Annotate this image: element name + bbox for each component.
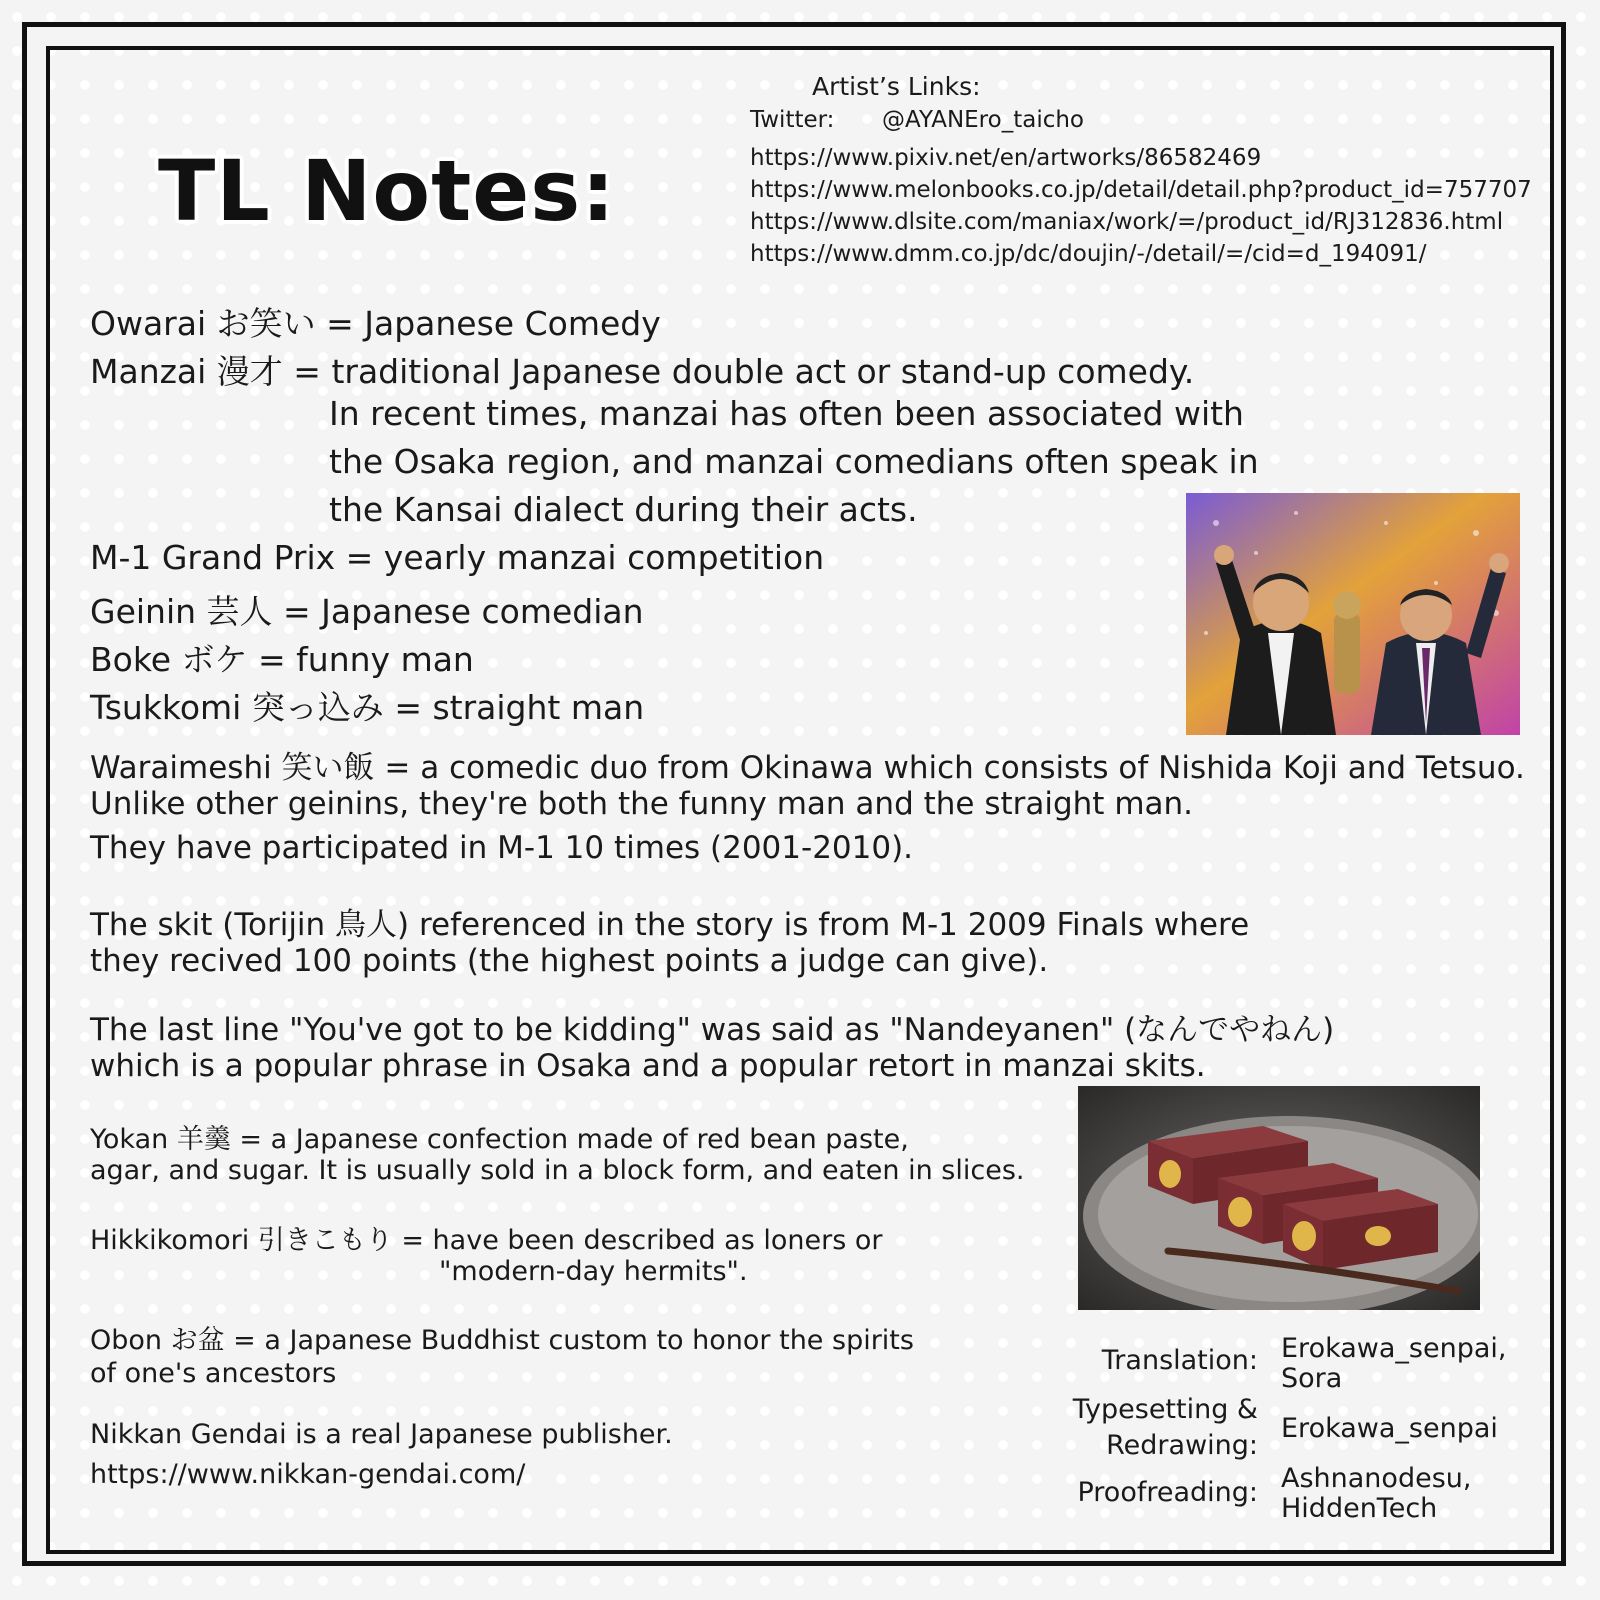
waraimeshi-photo <box>1186 493 1520 735</box>
waraimeshi-line-1: Waraimeshi 笑い飯 = a comedic duo from Okinawa which consists of Nishida Koji and Tetsuo. <box>90 750 1525 786</box>
twitter-label: Twitter: <box>750 107 835 133</box>
manzai-entry: Manzai 漫才 = traditional Japanese double act or stand-up comedy. <box>90 352 1195 391</box>
skit-line-2: they recived 100 points (the highest points a judge can give). <box>90 943 1049 979</box>
owarai-entry: Owarai お笑い = Japanese Comedy <box>90 304 661 343</box>
yokan-line-2: agar, and sugar. It is usually sold in a block form, and eaten in slices. <box>90 1155 1025 1186</box>
twitter-handle[interactable]: @AYANEro_taicho <box>882 107 1085 133</box>
nikkan-line: Nikkan Gendai is a real Japanese publisher. <box>90 1419 673 1450</box>
manzai-cont-1: In recent times, manzai has often been associated with <box>329 394 1244 433</box>
hikkikomori-line-2: "modern-day hermits". <box>439 1256 748 1287</box>
translation-name-2: Sora <box>1281 1363 1343 1394</box>
tsukkomi-entry: Tsukkomi 突っ込み = straight man <box>90 688 645 727</box>
last-line-2: which is a popular phrase in Osaka and a popular retort in manzai skits. <box>90 1048 1206 1084</box>
obon-line-2: of one's ancestors <box>90 1358 337 1389</box>
proofreading-label: Proofreading: <box>1077 1477 1258 1508</box>
manzai-cont-2: the Osaka region, and manzai comedians often speak in <box>329 442 1259 481</box>
page-title: TL Notes: <box>158 142 616 240</box>
translation-name-1: Erokawa_senpai, <box>1281 1333 1507 1364</box>
typesetting-label-1: Typesetting & <box>1072 1394 1258 1425</box>
pixiv-link[interactable]: https://www.pixiv.net/en/artworks/86582469 <box>750 145 1262 171</box>
geinin-entry: Geinin 芸人 = Japanese comedian <box>90 592 644 631</box>
proofreading-name-1: Ashnanodesu, <box>1281 1463 1472 1494</box>
translation-label: Translation: <box>1101 1345 1258 1376</box>
last-line-1: The last line "You've got to be kidding" was said as "Nandeyanen" (なんでやねん) <box>90 1012 1335 1048</box>
nikkan-url[interactable]: https://www.nikkan-gendai.com/ <box>90 1459 526 1490</box>
typesetting-name: Erokawa_senpai <box>1281 1413 1498 1444</box>
m1-entry: M-1 Grand Prix = yearly manzai competition <box>90 538 825 577</box>
proofreading-name-2: HiddenTech <box>1281 1493 1438 1524</box>
waraimeshi-line-2: Unlike other geinins, they're both the funny man and the straight man. <box>90 786 1194 822</box>
waraimeshi-line-3: They have participated in M-1 10 times (2001-2010). <box>90 830 914 866</box>
typesetting-label-2: Redrawing: <box>1106 1430 1258 1461</box>
manzai-cont-3: the Kansai dialect during their acts. <box>329 490 918 529</box>
boke-entry: Boke ボケ = funny man <box>90 640 474 679</box>
melonbooks-link[interactable]: https://www.melonbooks.co.jp/detail/detail.php?product_id=757707 <box>750 177 1532 203</box>
hikkikomori-line-1: Hikkikomori 引きこもり = have been described as loners or <box>90 1225 883 1256</box>
yokan-line-1: Yokan 羊羹 = a Japanese confection made of red bean paste, <box>90 1124 909 1155</box>
dmm-link[interactable]: https://www.dmm.co.jp/dc/doujin/-/detail/=/cid=d_194091/ <box>750 241 1427 267</box>
artist-links-heading: Artist’s Links: <box>812 72 981 101</box>
obon-line-1: Obon お盆 = a Japanese Buddhist custom to honor the spirits <box>90 1325 914 1356</box>
skit-line-1: The skit (Torijin 鳥人) referenced in the story is from M-1 2009 Finals where <box>90 907 1250 943</box>
dlsite-link[interactable]: https://www.dlsite.com/maniax/work/=/product_id/RJ312836.html <box>750 209 1504 235</box>
yokan-photo <box>1078 1086 1480 1310</box>
